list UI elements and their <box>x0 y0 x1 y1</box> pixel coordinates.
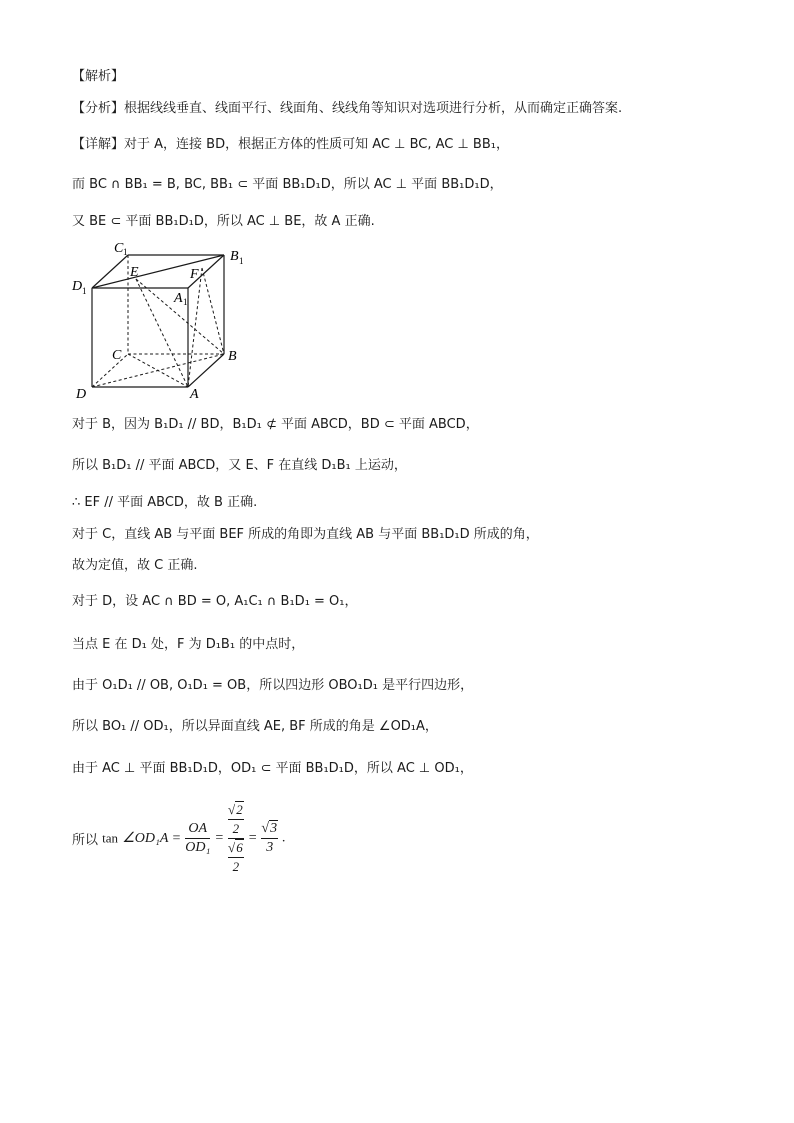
detail-c1: 对于 C，直线 AB 与平面 BEF 所成的角即为直线 AB 与平面 BB₁D₁D 所成的角， <box>72 527 539 542</box>
label-D: D <box>76 387 87 402</box>
sqrt6-over-2: $\frac{√6}{2}$ <box>228 840 243 874</box>
ratio-denominator: OD₁ <box>185 840 211 855</box>
label-A1: A <box>174 291 183 306</box>
cube-figure <box>70 238 260 403</box>
segment-C-A <box>128 354 188 387</box>
detail-d1: 对于 D，设 AC ∩ BD = O, A₁C₁ ∩ B₁D₁ = O₁， <box>72 594 358 609</box>
segment-F-B <box>202 268 224 354</box>
sqrt2-over-2: $\frac{√2}{2}$ <box>228 802 243 836</box>
label-B: B <box>228 349 237 364</box>
detail-c2: 故为定值，故 C 正确. <box>72 558 198 573</box>
sqrt6-den: 2 <box>232 859 240 874</box>
analysis-text: 根据线线垂直、线面平行、线面角、线线角等知识对选项进行分析，从而确定正确答案. <box>124 101 623 116</box>
label-A1-sub: 1 <box>183 297 188 307</box>
ratio-fraction <box>185 821 210 856</box>
detail-d2: 当点 E 在 D₁ 处，F 为 D₁B₁ 的中点时， <box>72 637 305 652</box>
sqrt2-radicand: 2 <box>236 802 243 817</box>
detail-d6: 所以 tan ∠OD₁A = $\frac{OA}{\text{OD₁}}$ = $\frac{\frac{√2}{2}}{\frac{√6}{2}}$ = $\frac{√3}{3}$ . <box>72 802 286 874</box>
ratio-numerator: OA <box>188 821 208 836</box>
label-C: C <box>112 348 122 363</box>
sqrt6-radicand: 6 <box>236 840 243 855</box>
heading: 【解析】 <box>72 69 125 84</box>
detail-b1: 对于 B，因为 B₁D₁ // BD，B₁D₁ ⊄ 平面 ABCD，BD ⊂ 平面 ABCD， <box>72 417 479 432</box>
label-D1-sub: 1 <box>82 286 87 296</box>
label-F: F <box>190 267 199 282</box>
detail-b2: 所以 B₁D₁ // 平面 ABCD，又 E、F 在直线 D₁B₁ 上运动， <box>72 458 407 473</box>
label-B1: B <box>230 249 239 264</box>
nested-fraction <box>228 802 244 875</box>
detail-d5: 由于 AC ⊥ 平面 BB₁D₁D，OD₁ ⊂ 平面 BB₁D₁D，所以 AC ⊥ OD₁， <box>72 761 473 776</box>
d6-func: tan <box>102 830 119 846</box>
detail-a2: 而 BC ∩ BB₁ = B, BC, BB₁ ⊂ 平面 BB₁D₁D，所以 AC ⊥ 平面 BB₁D₁D， <box>72 177 503 192</box>
d6-angle: ∠OD₁A = <box>122 831 182 846</box>
result-den: 3 <box>266 840 274 855</box>
label-D1: D <box>72 279 83 294</box>
label-B1-sub: 1 <box>239 256 244 266</box>
detail-d3: 由于 O₁D₁ // OB, O₁D₁ = OB，所以四边形 OBO₁D₁ 是平行四边形， <box>72 678 474 693</box>
detail-line-a1 <box>72 136 509 154</box>
label-C1: C <box>114 241 124 256</box>
segment-D1-B1 <box>92 255 224 288</box>
detail-a1: 对于 A，连接 BD，根据正方体的性质可知 AC ⊥ BC, AC ⊥ BB₁， <box>124 137 509 152</box>
detail-tag: 【详解】 <box>72 137 125 152</box>
detail-b3: ∴ EF // 平面 ABCD，故 B 正确. <box>72 495 258 510</box>
sqrt2-den: 2 <box>232 821 240 836</box>
analysis-tag: 【分析】 <box>72 101 125 116</box>
label-E: E <box>130 265 139 280</box>
analysis-line <box>72 100 622 118</box>
detail-a3: 又 BE ⊂ 平面 BB₁D₁D，所以 AC ⊥ BE，故 A 正确. <box>72 214 375 229</box>
label-A: A <box>190 387 199 402</box>
sqrt3-radicand: 3 <box>270 821 278 836</box>
result-fraction: $\frac{√3}{3}$ <box>261 821 278 855</box>
d6-prefix: 所以 <box>72 833 99 848</box>
detail-d4: 所以 BO₁ // OD₁，所以异面直线 AE, BF 所成的角是 ∠OD₁A， <box>72 719 438 734</box>
label-C1-sub: 1 <box>123 247 128 257</box>
